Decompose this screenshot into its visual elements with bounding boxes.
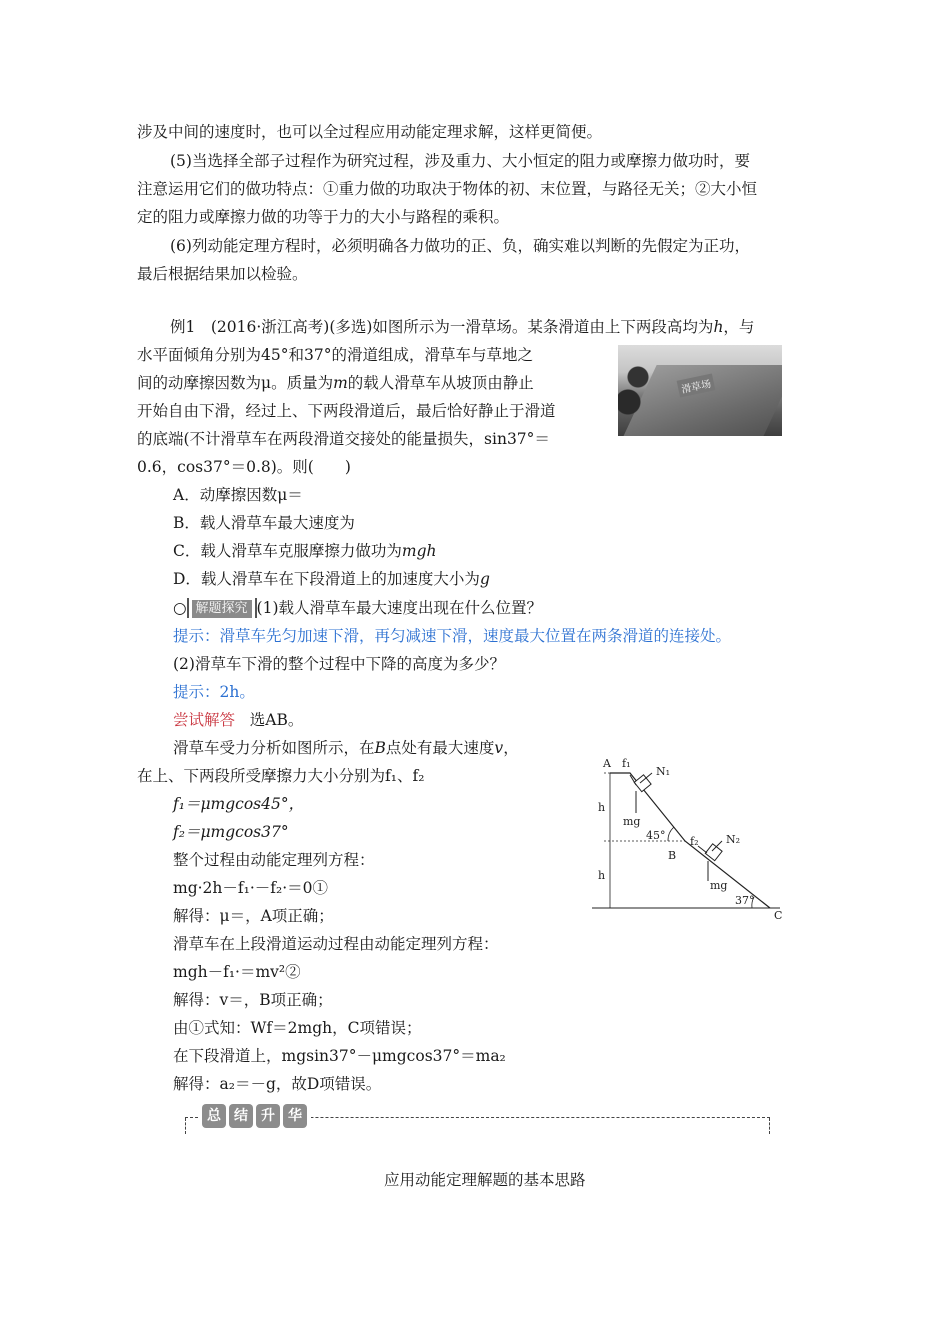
- option-b: B．载人滑草车最大速度为: [173, 514, 355, 532]
- hint-1: 提示：滑草车先匀加速下滑，再匀减速下滑，速度最大位置在两条滑道的连接处。: [173, 627, 732, 645]
- explore-bullet-icon: ○: [173, 599, 187, 617]
- label-c: C: [774, 909, 783, 922]
- summary-tag: 总: [202, 1104, 226, 1128]
- label-mg1: mg: [623, 815, 641, 828]
- summary-tag: 结: [229, 1104, 253, 1128]
- solution-line: f₁＝μmgcos45°，: [173, 795, 305, 813]
- try-answer: 尝试解答 选AB。: [173, 711, 304, 729]
- photo-trees: [618, 357, 658, 427]
- photo-sign: 滑草场: [677, 373, 716, 397]
- label-h-top: h: [598, 801, 606, 814]
- example-line: 水平面倾角分别为45°和37°的滑道组成，滑草车与草地之: [137, 346, 533, 364]
- solution-line: 在上、下两段所受摩擦力大小分别为f₁、f₂: [137, 767, 425, 785]
- solution-line: 滑草车在上段滑道运动过程由动能定理列方程：: [173, 935, 499, 953]
- solution-line: 由①式知：Wf＝2mgh，C项错误；: [173, 1019, 422, 1037]
- explore-tag-frame: [187, 598, 257, 618]
- solution-line: mg·2h－f₁·－f₂·＝0①: [173, 879, 329, 897]
- solution-line: 在下段滑道上，mgsin37°－μmgcos37°＝ma₂: [173, 1047, 506, 1065]
- option-d: D．载人滑草车在下段滑道上的加速度大小为g: [173, 570, 490, 588]
- solution-line: 整个过程由动能定理列方程：: [173, 851, 375, 869]
- explore-tag: 解题探究: [192, 600, 252, 618]
- example-line: 的底端(不计滑草车在两段滑道交接处的能量损失，sin37°＝: [137, 430, 550, 448]
- paragraph-line: 最后根据结果加以检验。: [137, 265, 308, 283]
- sled-1: [634, 775, 651, 792]
- solution-line: 解得：v＝，B项正确；: [173, 991, 333, 1009]
- solution-line: 解得：μ＝，A项正确；: [173, 907, 334, 925]
- solution-line: mgh－f₁·＝mv²②: [173, 963, 301, 981]
- option-c: C．载人滑草车克服摩擦力做功为mgh: [173, 542, 437, 560]
- summary-tag: 华: [283, 1104, 307, 1128]
- angle45-arc: [668, 827, 674, 841]
- paragraph-line: (5)当选择全部子过程作为研究过程，涉及重力、大小恒定的阻力或摩擦力做功时，要: [170, 152, 750, 170]
- example-line: 0.6，cos37°＝0.8)。则( ): [137, 458, 351, 476]
- hint-2: 提示：2h。: [173, 683, 255, 701]
- label-b: B: [668, 849, 677, 862]
- label-n2: N₂: [726, 833, 741, 846]
- grass-ski-photo: [618, 345, 782, 436]
- paragraph-line: 注意运用它们的做功特点：①重力做的功取决于物体的初、末位置，与路径无关；②大小恒: [137, 180, 758, 198]
- explore-question-2: (2)滑草车下滑的整个过程中下降的高度为多少？: [173, 655, 505, 673]
- label-a: A: [603, 757, 611, 770]
- paragraph-line: (6)列动能定理方程时，必须明确各力做功的正、负，确实难以判断的先假定为正功，: [170, 237, 750, 255]
- example-line: 例1 (2016·浙江高考)(多选)如图所示为一滑草场。某条滑道由上下两段高均为h，与: [170, 318, 755, 336]
- example-line: 开始自由下滑，经过上、下两段滑道后，最后恰好静止于滑道: [137, 402, 556, 420]
- solution-line: f₂＝μmgcos37°: [173, 823, 289, 841]
- summary-title: 应用动能定理解题的基本思路: [384, 1171, 586, 1189]
- paragraph-line: 涉及中间的速度时，也可以全过程应用动能定理求解，这样更简便。: [137, 123, 603, 141]
- label-45: 45°: [646, 829, 666, 842]
- label-f1: f₁: [622, 757, 631, 770]
- solution-line: 滑草车受力分析如图所示，在B点处有最大速度v，: [173, 739, 519, 757]
- summary-tag: 升: [256, 1104, 280, 1128]
- label-f2: f₂: [690, 835, 699, 848]
- summary-tags: [198, 1104, 311, 1128]
- label-h-bottom: h: [598, 869, 606, 882]
- option-a: A．动摩擦因数μ＝: [173, 486, 303, 504]
- explore-question-1: ○ 解题探究 (1)载人滑草车最大速度出现在什么位置？: [173, 599, 543, 617]
- example-line: 间的动摩擦因数为μ。质量为m的载人滑草车从坡顶由静止: [137, 374, 534, 392]
- label-37: 37°: [735, 894, 755, 907]
- force-diagram: [590, 755, 790, 925]
- solution-line: 解得：a₂＝－g，故D项错误。: [173, 1075, 382, 1093]
- label-mg2: mg: [710, 879, 728, 892]
- paragraph-line: 定的阻力或摩擦力做的功等于力的大小与路程的乘积。: [137, 208, 510, 226]
- label-n1: N₁: [656, 765, 671, 778]
- sled-2: [705, 844, 722, 861]
